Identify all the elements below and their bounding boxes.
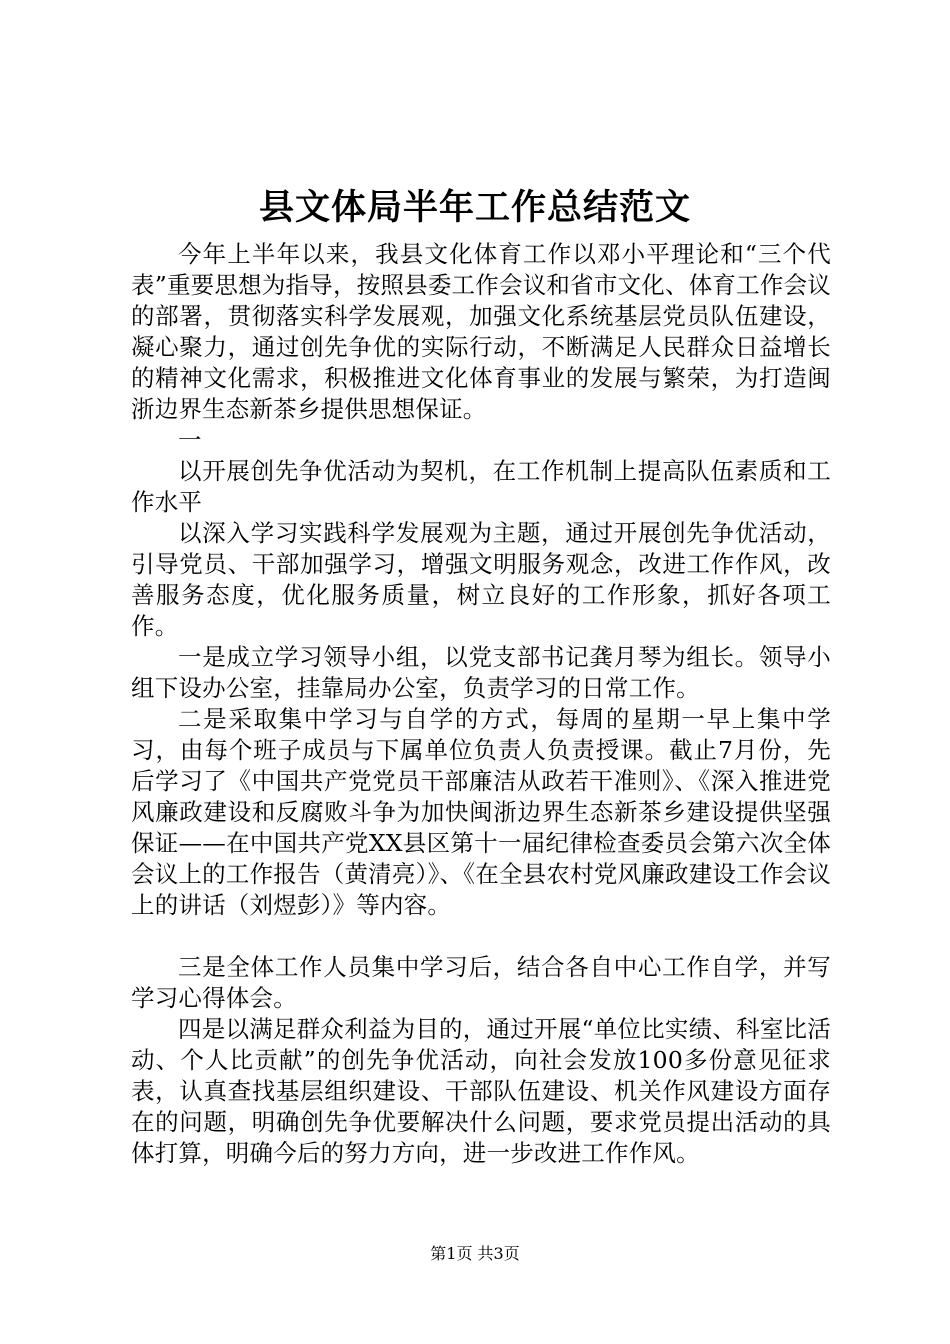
document-body [131, 239, 831, 1169]
paragraph-item-1: 一是成立学习领导小组，以党支部书记龚月琴为组长。领导小组下设办公室，挂靠局办公室，负责学习的日常工作。 [131, 643, 831, 702]
paragraph-item-4: 四是以满足群众利益为目的，通过开展“单位比实绩、科室比活动、个人比贡献”的创先争优活动，向社会发放100多份意见征求表，认真查找基层组织建设、干部队伍建设、机关作风建设方面存在的问题，明确创先争优要解决什么问题，要求党员提出活动的具体打算，明确今后的努力方向，进一步改进工作作风。 [131, 1015, 831, 1167]
paragraph-item-2: 二是采取集中学习与自学的方式，每周的星期一早上集中学习，由每个班子成员与下属单位负责人负责授课。截止7月份，先后学习了《中国共产党党员干部廉洁从政若干准则》、《深入推进党风廉政建设和反腐败斗争为加快闽浙边界生态新茶乡建设提供坚强保证——在中国共产党XX县区第十一届纪律检查委员会第六次全体会议上的工作报告（黄清亮）》、《在全县农村党风廉政建设工作会议上的讲话（刘煜彭）》等内容。 [131, 705, 831, 919]
section-heading: 以开展创先争优活动为契机，在工作机制上提高队伍素质和工作水平 [131, 457, 831, 516]
paragraph-section-summary: 以深入学习实践科学发展观为主题，通过开展创先争优活动，引导党员、干部加强学习，增强文明服务观念，改进工作作风，改善服务态度，优化服务质量，树立良好的工作形象，抓好各项工作。 [131, 519, 831, 640]
document-title: 县文体局半年工作总结范文 [258, 187, 691, 228]
page-footer: 第1页 共3页 [430, 1244, 520, 1263]
paragraph-intro: 今年上半年以来，我县文化体育工作以邓小平理论和“三个代表”重要思想为指导，按照县委工作会议和省市文化、体育工作会议的部署，贯彻落实科学发展观，加强文化系统基层党员队伍建设，凝心聚力，通过创先争优的实际行动，不断满足人民群众日益增长的精神文化需求，积极推进文化体育事业的发展与繁荣，为打造闽浙边界生态新茶乡提供思想保证。 [131, 240, 831, 423]
section-number: 一 [178, 426, 202, 454]
paragraph-item-3: 三是全体工作人员集中学习后，结合各自中心工作自学，并写学习心得体会。 [131, 953, 831, 1012]
